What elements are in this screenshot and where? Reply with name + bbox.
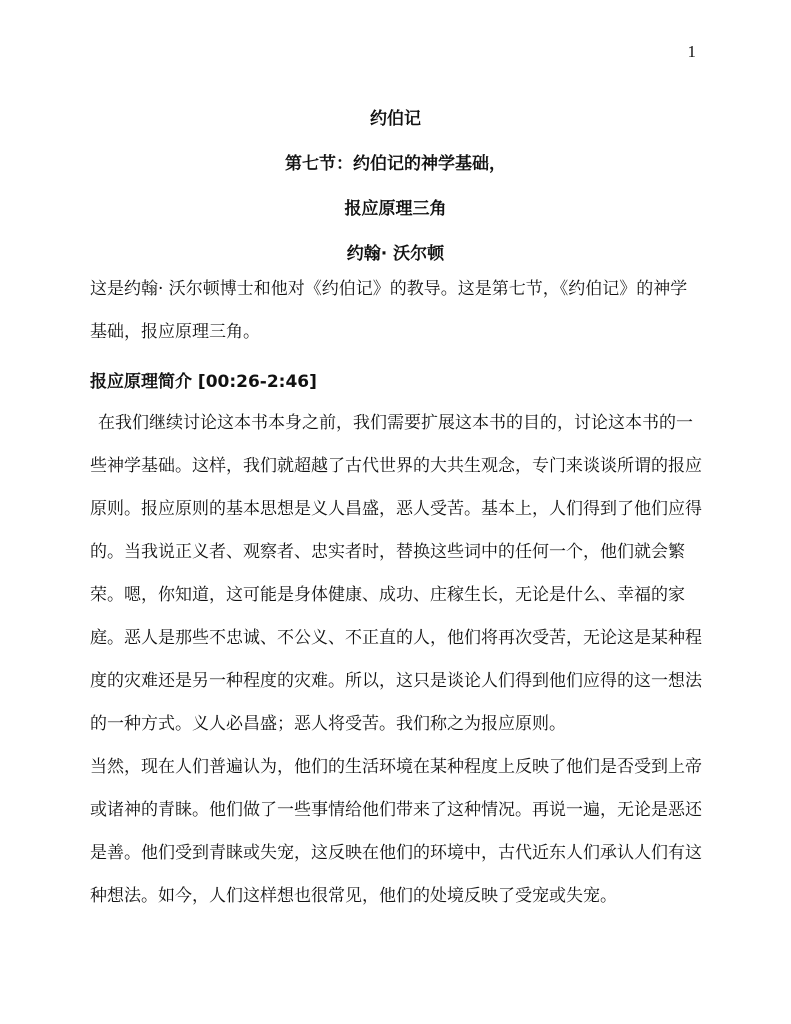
- section-heading: 报应原理简介 [00:26-2:46]: [90, 372, 317, 392]
- body-paragraph-2: [90, 746, 702, 918]
- text-line: 度的灾难还是另一种程度的灾难。所以，这只是谈论人们得到他们应得的这一想法: [90, 671, 702, 691]
- intro-paragraph: [90, 268, 702, 354]
- section-title: 第七节：约伯记的神学基础，: [285, 154, 506, 174]
- page-number: 1: [687, 42, 696, 61]
- text-line: 是善。他们受到青睐或失宠，这反映在他们的环境中，古代近东人们承认人们有这: [90, 843, 702, 863]
- text-line: 庭。恶人是那些不忠诚、不公义、不正直的人，他们将再次受苦，无论这是某种程: [90, 628, 702, 648]
- author-name: 约翰· 沃尔顿: [346, 244, 445, 264]
- text-line: 在我们继续讨论这本书本身之前，我们需要扩展这本书的目的，讨论这本书的一: [98, 413, 693, 433]
- text-line: 原则。报应原则的基本思想是义人昌盛，恶人受苦。基本上，人们得到了他们应得: [90, 499, 702, 519]
- text-line: 种想法。如今，人们这样想也很常见，他们的处境反映了受宠或失宠。: [90, 886, 617, 906]
- topic-title: 报应原理三角: [344, 199, 447, 219]
- body-paragraph-1: [90, 402, 702, 746]
- book-title: 约伯记: [370, 109, 421, 129]
- text-line: 些神学基础。这样，我们就超越了古代世界的大共生观念，专门来谈谈所谓的报应: [90, 456, 702, 476]
- text-line: 这是约翰· 沃尔顿博士和他对《约伯记》的教导。这是第七节，《约伯记》的神学: [90, 279, 688, 299]
- text-line: 当然，现在人们普遍认为，他们的生活环境在某种程度上反映了他们是否受到上帝: [90, 757, 702, 777]
- text-line: 基础，报应原理三角。: [90, 322, 260, 342]
- text-line: 或诸神的青睐。他们做了一些事情给他们带来了这种情况。再说一遍，无论是恶还: [90, 800, 702, 820]
- text-line: 的。当我说正义者、观察者、忠实者时，替换这些词中的任何一个，他们就会繁: [90, 542, 685, 562]
- text-line: 荣。嗯，你知道，这可能是身体健康、成功、庄稼生长，无论是什么、幸福的家: [90, 585, 685, 605]
- text-line: 的一种方式。义人必昌盛；恶人将受苦。我们称之为报应原则。: [90, 714, 566, 734]
